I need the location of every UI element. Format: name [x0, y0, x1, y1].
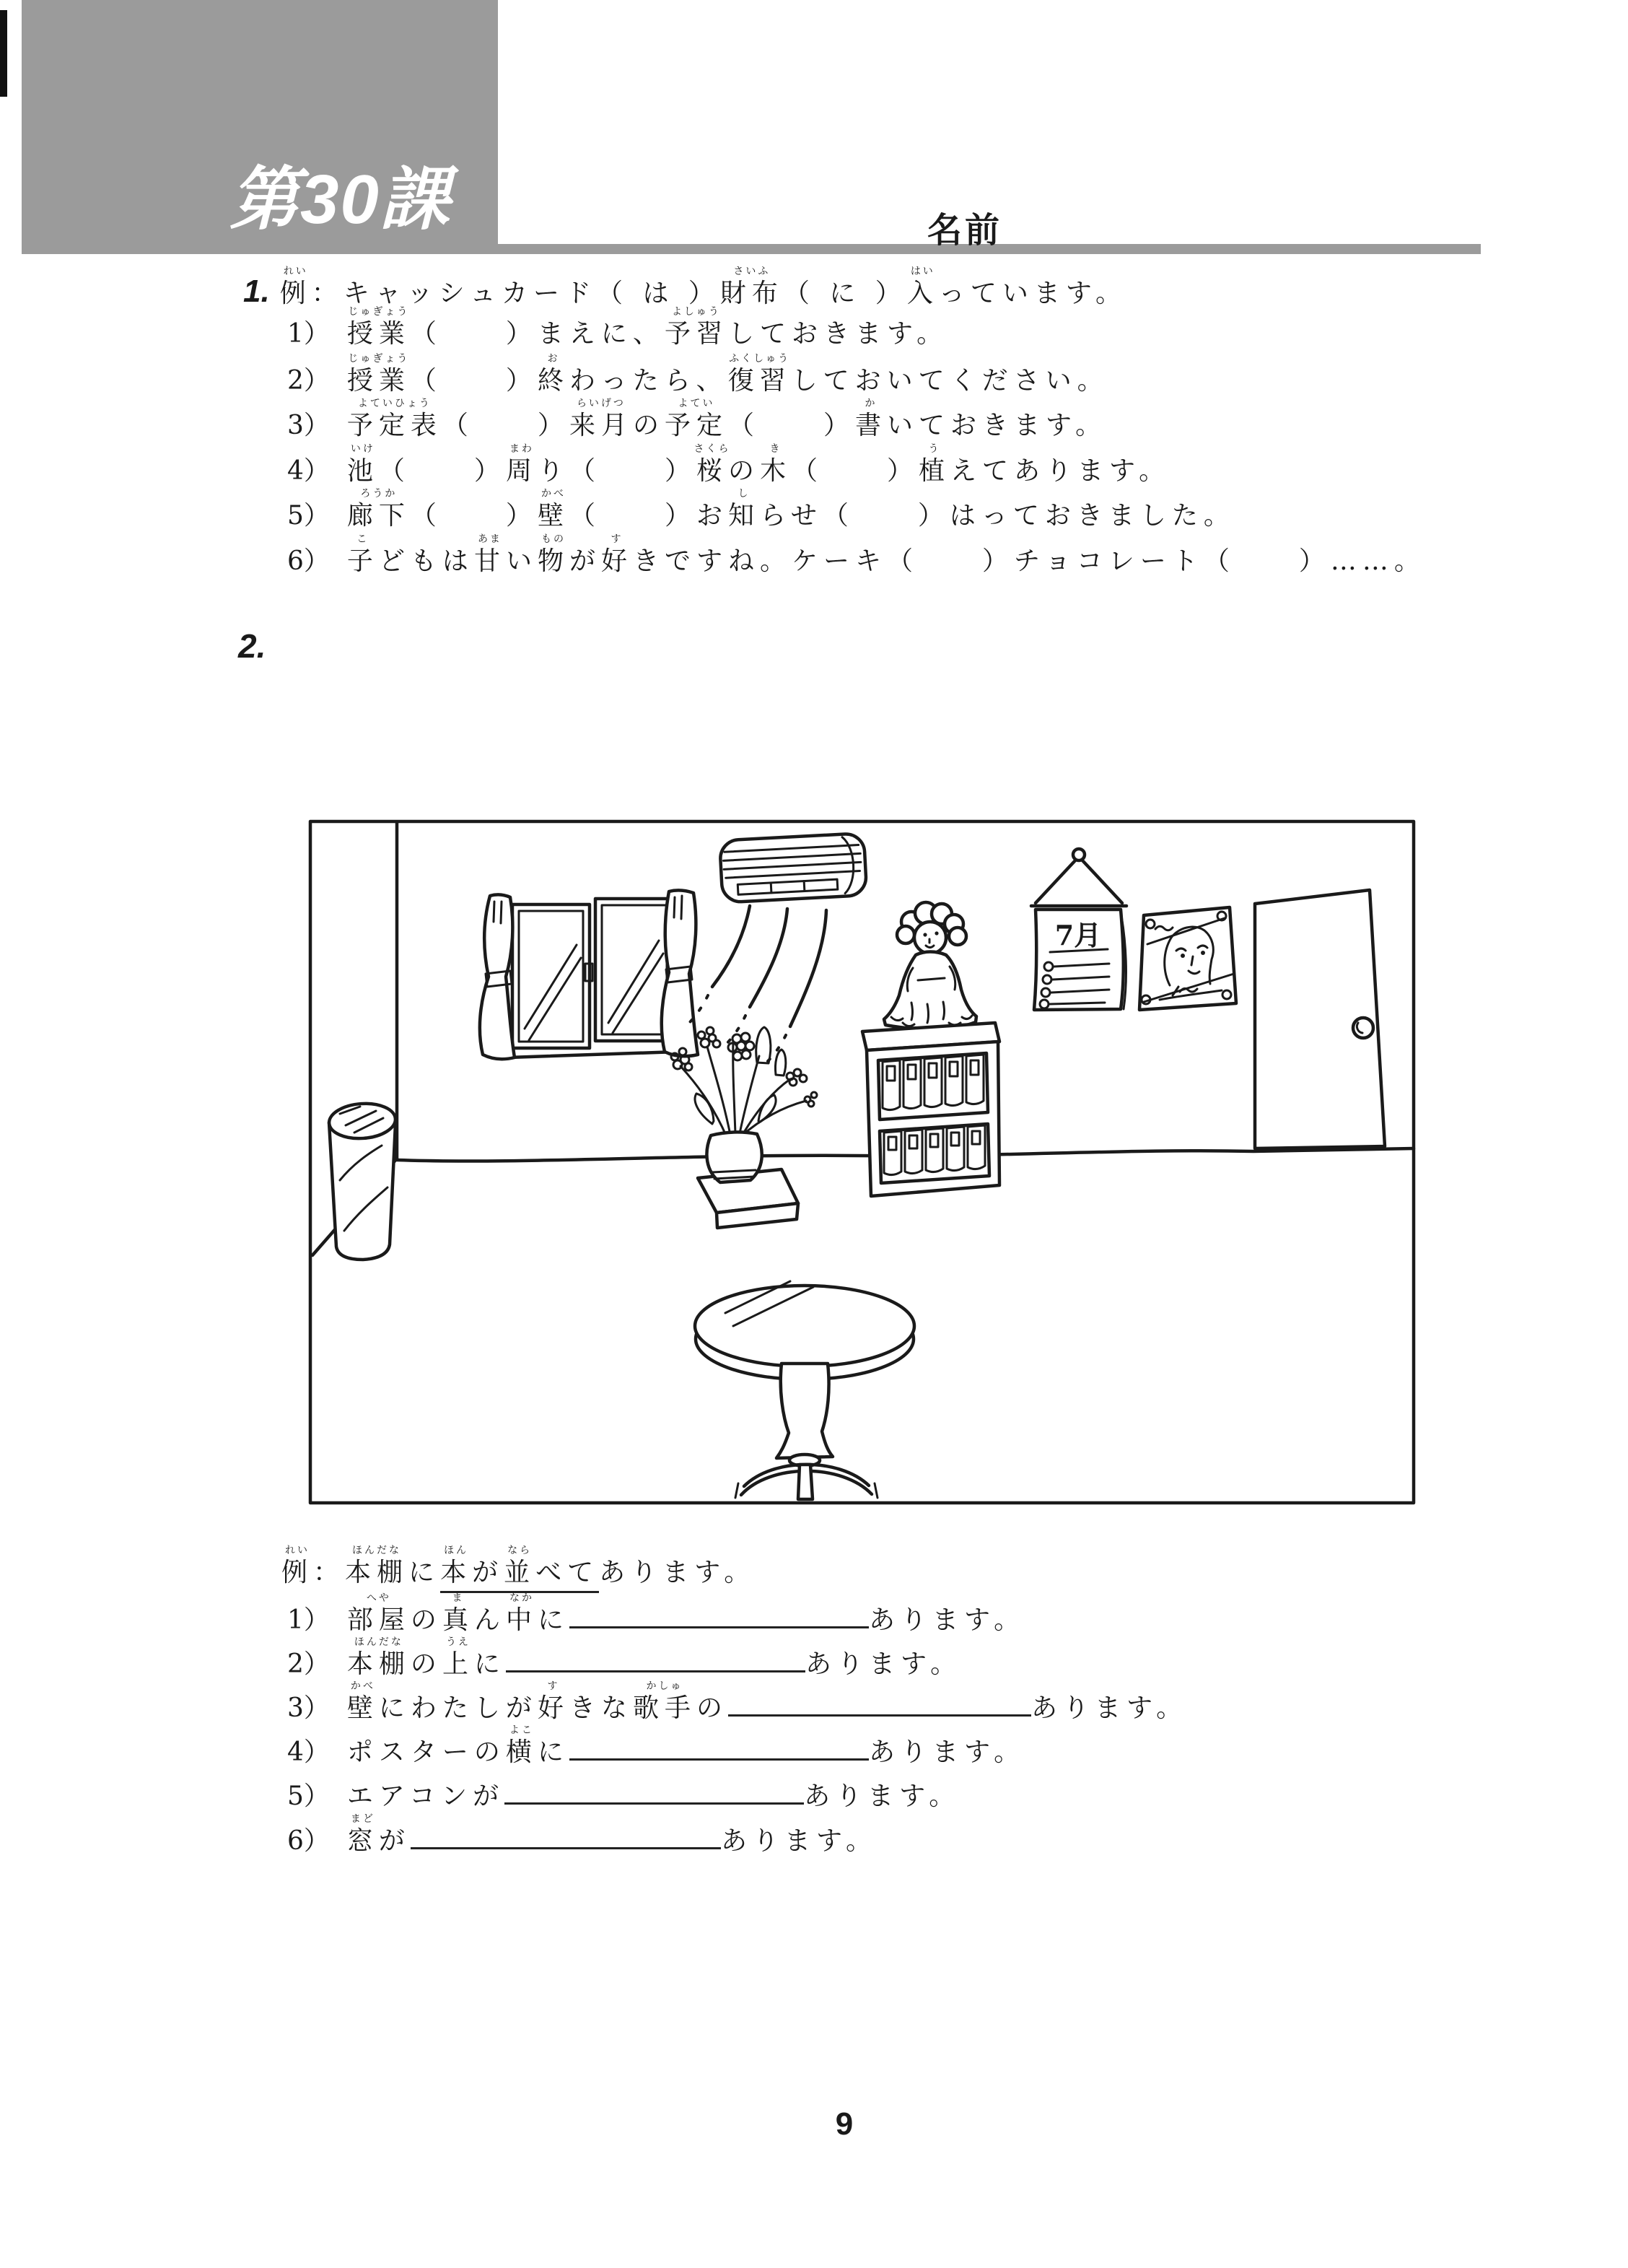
- flower-stems: [680, 1027, 806, 1137]
- flower-vase-on-stand: [671, 1027, 817, 1228]
- section1-item-1: 1） じゅぎょう 授業（ ）まえに、 よしゅう 予習しておきます。: [287, 306, 949, 349]
- text-segment: あります。: [1031, 1693, 1189, 1723]
- furigana: す: [610, 533, 623, 545]
- section2-item-3: 3） かべ 壁にわたしが す 好きな かしゅ 歌手の あります。: [287, 1680, 1189, 1723]
- furigana: よていひょう: [357, 398, 432, 409]
- text-segment: ：: [311, 279, 343, 308]
- ruby-word: まど 窓: [346, 1813, 379, 1856]
- section2-item-4: 4） ポスターの よこ 横に あります。: [287, 1724, 1026, 1767]
- text-segment: あります。: [805, 1649, 963, 1679]
- section2-item-6: 6） まど 窓が あります。: [287, 1813, 878, 1856]
- text-segment: （ ）: [792, 456, 919, 486]
- answer-blank: [569, 1602, 869, 1628]
- text-segment: （ ）まえに、: [410, 319, 665, 349]
- section2-item-1: 1） へや 部屋の ま 真ん なか 中に あります。: [287, 1592, 1026, 1635]
- furigana: か: [865, 398, 878, 409]
- furigana: なら: [507, 1545, 533, 1556]
- answer-blank: [569, 1734, 869, 1761]
- ruby-word: す 好: [537, 1680, 569, 1723]
- section1-item-2: 2） じゅぎょう 授業（ ） お 終わったら、 ふくしゅう 復習しておいてください。: [287, 353, 1109, 396]
- furigana: す: [547, 1680, 560, 1692]
- furigana: ま: [452, 1592, 465, 1604]
- furigana: じゅぎょう: [348, 306, 410, 318]
- furigana: さいふ: [733, 266, 771, 277]
- ruby-word: よこ 横: [505, 1724, 538, 1767]
- bookshelf: [862, 902, 999, 1196]
- text-segment: に: [537, 1737, 569, 1767]
- furigana: お: [547, 353, 560, 365]
- furigana: う: [928, 443, 941, 455]
- ruby-word: なら 並: [504, 1558, 535, 1593]
- furigana: うえ: [445, 1636, 471, 1648]
- furigana: よこ: [509, 1724, 534, 1736]
- furigana: はい: [910, 266, 935, 277]
- ruby-word: らいげつ 来月: [569, 398, 633, 440]
- answer-blank: [504, 1778, 804, 1805]
- wall-calendar: [1031, 849, 1126, 1010]
- section2-number: 2.: [238, 627, 266, 665]
- ruby-word: う 植: [919, 443, 951, 486]
- furigana: ろうか: [360, 488, 398, 500]
- ruby-word: じゅぎょう 授業: [346, 306, 411, 349]
- ruby-word: ほん 本: [440, 1558, 472, 1593]
- ruby-word: まわ 周: [505, 443, 538, 486]
- text-segment: が: [378, 1826, 411, 1856]
- trash-can: [328, 1102, 396, 1260]
- furigana: まど: [350, 1813, 375, 1825]
- ruby-word: ふくしゅう 復習: [727, 353, 792, 396]
- text-segment: あります。: [804, 1781, 961, 1811]
- furigana: れい: [283, 266, 308, 277]
- ruby-word: なか 中: [505, 1592, 538, 1635]
- text-segment: ポスターの: [346, 1737, 506, 1767]
- table-pedestal: [776, 1364, 833, 1458]
- ruby-word: す 好: [601, 533, 634, 576]
- room-scene-svg: [308, 814, 1416, 1505]
- window: [480, 890, 698, 1059]
- ruby-word: さくら 桜: [693, 443, 731, 486]
- furigana: らいげつ: [576, 398, 626, 409]
- section1-item-6: 6） こ 子どもは あま 甘い もの 物が す 好きですね。ケーキ（ ）チョコレート（ ）……。: [287, 533, 1426, 576]
- text-segment: に: [537, 1605, 569, 1635]
- text-segment: の: [410, 1605, 442, 1635]
- text-segment: きですね。ケーキ（ ）チョコレート（ ）……。: [633, 546, 1426, 576]
- text-segment: （ ）: [442, 411, 569, 440]
- furigana: れい: [285, 1545, 310, 1556]
- ruby-word: ま 真: [442, 1592, 474, 1635]
- section1-item-5: 5） ろうか 廊下（ ） かべ 壁（ ）お し 知らせ（ ）はっておきました。: [287, 488, 1235, 531]
- text-segment: っています。: [938, 279, 1127, 308]
- furigana: かしゅ: [646, 1680, 683, 1692]
- ruby-word: こ 子: [346, 533, 379, 576]
- text-segment: べて: [535, 1558, 599, 1593]
- text-segment: い: [505, 546, 538, 576]
- furigana: かべ: [541, 488, 566, 500]
- section1-number: 1.: [243, 274, 270, 309]
- ruby-word: ほんだな 本棚: [346, 1636, 411, 1679]
- doll-face: [914, 922, 946, 954]
- door: [1255, 890, 1385, 1148]
- furigana: よしゅう: [671, 306, 721, 318]
- ruby-word: よてい 予定: [664, 398, 728, 440]
- answer-blank: [506, 1646, 805, 1672]
- text-segment: キャッシュカード（ は ）: [343, 279, 720, 308]
- answer-blank: [728, 1690, 1031, 1717]
- text-segment: （ ）お: [569, 501, 728, 531]
- text-segment: しておいてください。: [791, 366, 1109, 396]
- text-segment: （ ）: [410, 366, 538, 396]
- text-segment: えてあります。: [950, 456, 1171, 486]
- ruby-word: いけ 池: [346, 443, 379, 486]
- answer-blank: [411, 1823, 721, 1849]
- scan-corner-mark: [0, 10, 7, 97]
- section1-item-4: 4） いけ 池（ ） まわ 周り（ ） さくら 桜の き 木（ ） う 植えてあります。: [287, 443, 1171, 486]
- text-segment: エアコンが: [346, 1781, 505, 1811]
- ruby-word: うえ 上: [442, 1636, 474, 1679]
- text-segment: いておきます。: [887, 411, 1108, 440]
- text-segment: あります。: [720, 1826, 878, 1856]
- furigana: いけ: [350, 443, 375, 455]
- section1-example-line: [243, 266, 1127, 309]
- text-segment: が: [569, 546, 601, 576]
- furigana: なか: [509, 1592, 534, 1604]
- vase-pot: [706, 1132, 761, 1182]
- text-segment: にわたしが: [378, 1693, 538, 1723]
- furigana: まわ: [509, 443, 534, 455]
- ruby-word: かしゅ 歌手: [632, 1680, 696, 1723]
- ruby-word: お 終: [537, 353, 569, 396]
- text-segment: あります。: [868, 1737, 1026, 1767]
- furigana: よてい: [678, 398, 715, 409]
- section2-example-line: [281, 1545, 756, 1593]
- left-curtain: [480, 894, 515, 1059]
- text-segment: に: [473, 1649, 506, 1679]
- round-table: [695, 1281, 914, 1499]
- ruby-word: あま 甘: [473, 533, 506, 576]
- text-segment: きな: [569, 1693, 633, 1723]
- furigana: じゅぎょう: [348, 353, 410, 365]
- text-segment: の: [410, 1649, 442, 1679]
- ruby-word: れい 例: [279, 266, 312, 308]
- text-segment: あります。: [869, 1605, 1026, 1635]
- furigana: ふくしゅう: [729, 353, 791, 365]
- section2-item-2: 2） ほんだな 本棚の うえ 上に あります。: [287, 1636, 963, 1679]
- furigana: ほんだな: [352, 1545, 402, 1556]
- furigana: こ: [356, 533, 369, 545]
- furigana: ほん: [444, 1545, 469, 1556]
- right-curtain: [662, 890, 698, 1056]
- ruby-word: さいふ 財布: [719, 266, 784, 308]
- page-number: 9: [835, 2106, 854, 2142]
- section2-item-5: 5） エアコンが あります。: [287, 1778, 960, 1811]
- poster: [1139, 907, 1236, 1010]
- ruby-word: き 木: [760, 443, 792, 486]
- ruby-word: れい 例: [281, 1545, 314, 1587]
- text-segment: ん: [473, 1605, 506, 1635]
- ruby-word: かべ 壁: [537, 488, 569, 531]
- text-segment: らせ（ ）はっておきました。: [759, 501, 1235, 531]
- furigana: あま: [477, 533, 502, 545]
- text-segment: どもは: [378, 546, 474, 576]
- section1-item-3: 3） よていひょう 予定表（ ） らいげつ 来月の よてい 予定（ ） か 書いておきます。: [287, 398, 1108, 440]
- ruby-word: もの 物: [537, 533, 569, 576]
- text-segment: に: [408, 1558, 441, 1587]
- furigana: ほんだな: [354, 1636, 403, 1648]
- text-segment: ：: [313, 1558, 346, 1587]
- text-segment: （ ）: [378, 456, 506, 486]
- text-segment: り（ ）: [537, 456, 696, 486]
- text-segment: わったら、: [569, 366, 728, 396]
- ruby-word: へや 部屋: [346, 1592, 411, 1635]
- text-segment: （ ）: [410, 501, 538, 531]
- ruby-word: よしゅう 予習: [664, 306, 728, 349]
- ruby-word: よていひょう 予定表: [346, 398, 442, 440]
- furigana: へや: [366, 1592, 391, 1604]
- furigana: もの: [541, 533, 566, 545]
- ruby-word: し 知: [727, 488, 760, 531]
- text-segment: （ に ）: [783, 279, 907, 308]
- name-field-label: 名前: [927, 211, 1003, 250]
- ruby-word: ろうか 廊下: [346, 488, 411, 531]
- ruby-word: ほんだな 本棚: [345, 1545, 409, 1587]
- ruby-word: かべ 壁: [346, 1680, 379, 1723]
- text-segment: が: [472, 1558, 504, 1593]
- calendar-month-label: 7月: [1054, 919, 1102, 951]
- text-segment: の: [632, 411, 665, 440]
- room-illustration: [308, 814, 1416, 1505]
- text-segment: あります。: [599, 1558, 756, 1587]
- lesson-title: 第30課: [229, 161, 451, 238]
- text-segment: （ ）: [727, 411, 855, 440]
- text-segment: の: [696, 1693, 728, 1723]
- text-segment: の: [727, 456, 760, 486]
- furigana: し: [738, 488, 750, 500]
- ruby-word: はい 入: [906, 266, 939, 308]
- doll: [884, 902, 976, 1029]
- furigana: さくら: [693, 443, 731, 455]
- ruby-word: じゅぎょう 授業: [346, 353, 411, 396]
- furigana: き: [769, 443, 782, 455]
- furigana: かべ: [350, 1680, 375, 1692]
- text-segment: しておきます。: [727, 319, 949, 349]
- ruby-word: か 書: [855, 398, 888, 440]
